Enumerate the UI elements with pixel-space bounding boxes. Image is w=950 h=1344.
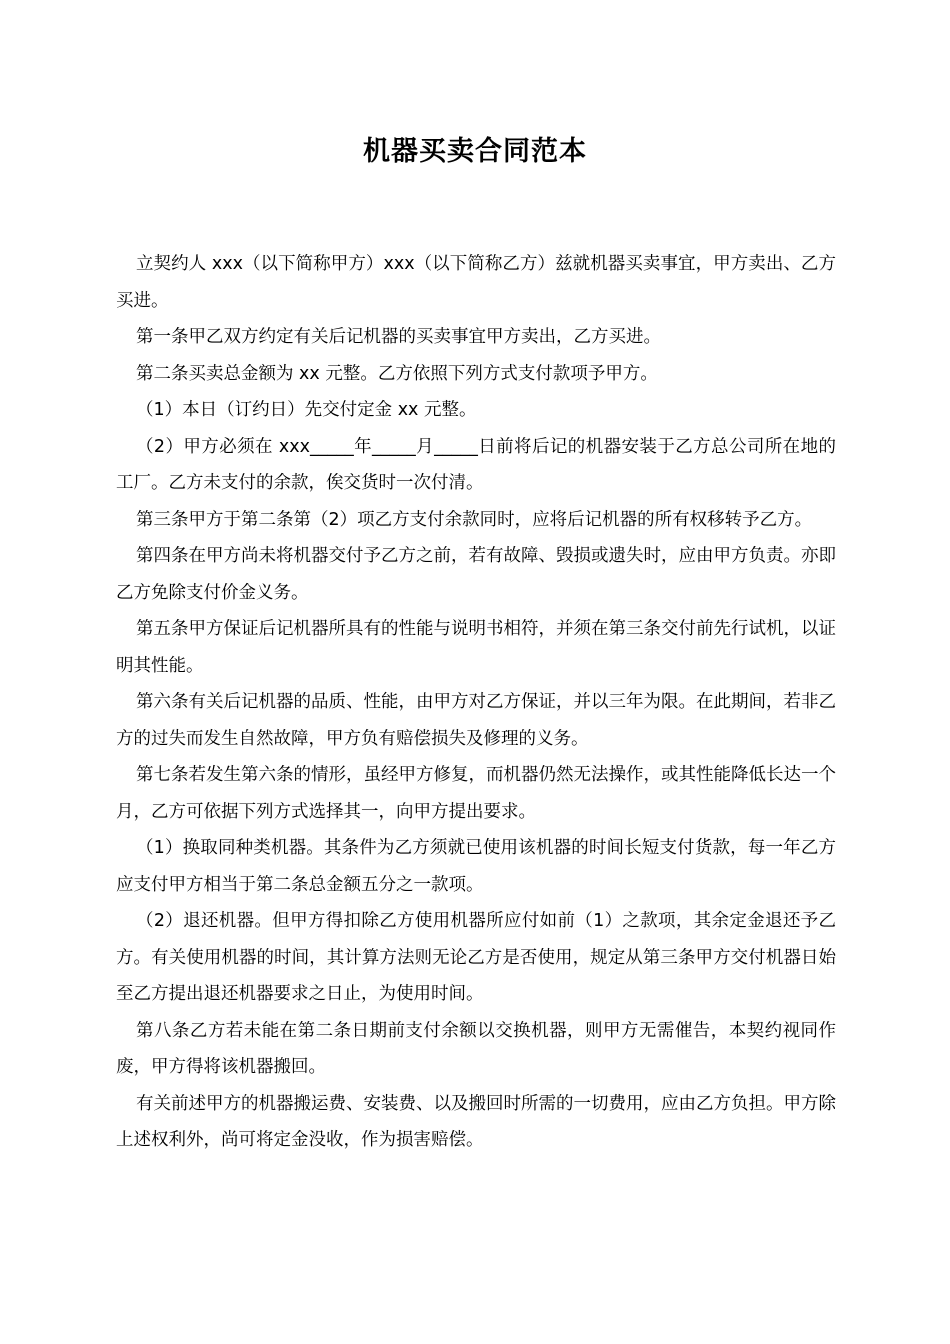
paragraph-article-5: 第五条甲方保证后记机器所具有的性能与说明书相符，并须在第三条交付前先行试机，以证明其性能。 — [116, 619, 836, 676]
paragraph-article-3: 第三条甲方于第二条第（2）项乙方支付余款同时，应将后记机器的所有权移转予乙方。 — [136, 509, 813, 530]
document-body — [116, 246, 836, 1159]
paragraph-costs: 有关前述甲方的机器搬运费、安装费、以及搬回时所需的一切费用，应由乙方负担。甲方除上述权利外，尚可将定金没收，作为损害赔偿。 — [116, 1093, 836, 1150]
paragraph-article-7-item-1: （1）换取同种类机器。其条件为乙方须就已使用该机器的时间长短支付货款，每一年乙方应支付甲方相当于第二条总金额五分之一款项。 — [116, 838, 836, 895]
paragraph-article-4: 第四条在甲方尚未将机器交付予乙方之前，若有故障、毁损或遗失时，应由甲方负责。亦即乙方免除支付价金义务。 — [116, 546, 836, 603]
paragraph-article-2: 第二条买卖总金额为 xx 元整。乙方依照下列方式支付款项予甲方。 — [136, 363, 658, 384]
paragraph-article-7: 第七条若发生第六条的情形，虽经甲方修复，而机器仍然无法操作，或其性能降低长达一个月，乙方可依据下列方式选择其一，向甲方提出要求。 — [116, 765, 836, 822]
paragraph-article-1: 第一条甲乙双方约定有关后记机器的买卖事宜甲方卖出，乙方买进。 — [136, 327, 661, 347]
paragraph-article-2-item-1: （1）本日（订约日）先交付定金 xx 元整。 — [136, 400, 477, 420]
paragraph-article-7-item-2: （2）退还机器。但甲方得扣除乙方使用机器所应付如前（1）之款项，其余定金退还予乙方。有关使用机器的时间，其计算方法则无论乙方是否使用，规定从第三条甲方交付机器日始至乙方提出退还机器要求之日止，为使用时间。 — [116, 911, 836, 1004]
paragraph-article-2-item-2: （2）甲方必须在 xxx_____年_____月_____日前将后记的机器安装于乙方总公司所在地的工厂。乙方未支付的余款，俟交货时一次付清。 — [116, 436, 836, 493]
paragraph-preamble: 立契约人 xxx（以下简称甲方）xxx（以下简称乙方）兹就机器买卖事宜，甲方卖出、乙方买进。 — [116, 254, 836, 311]
paragraph-article-6: 第六条有关后记机器的品质、性能，由甲方对乙方保证，并以三年为限。在此期间，若非乙方的过失而发生自然故障，甲方负有赔偿损失及修理的义务。 — [116, 692, 836, 749]
paragraph-article-8: 第八条乙方若未能在第二条日期前支付余额以交换机器，则甲方无需催告，本契约视同作废，甲方得将该机器搬回。 — [116, 1020, 836, 1077]
document-title: 机器买卖合同范本 — [363, 136, 587, 167]
